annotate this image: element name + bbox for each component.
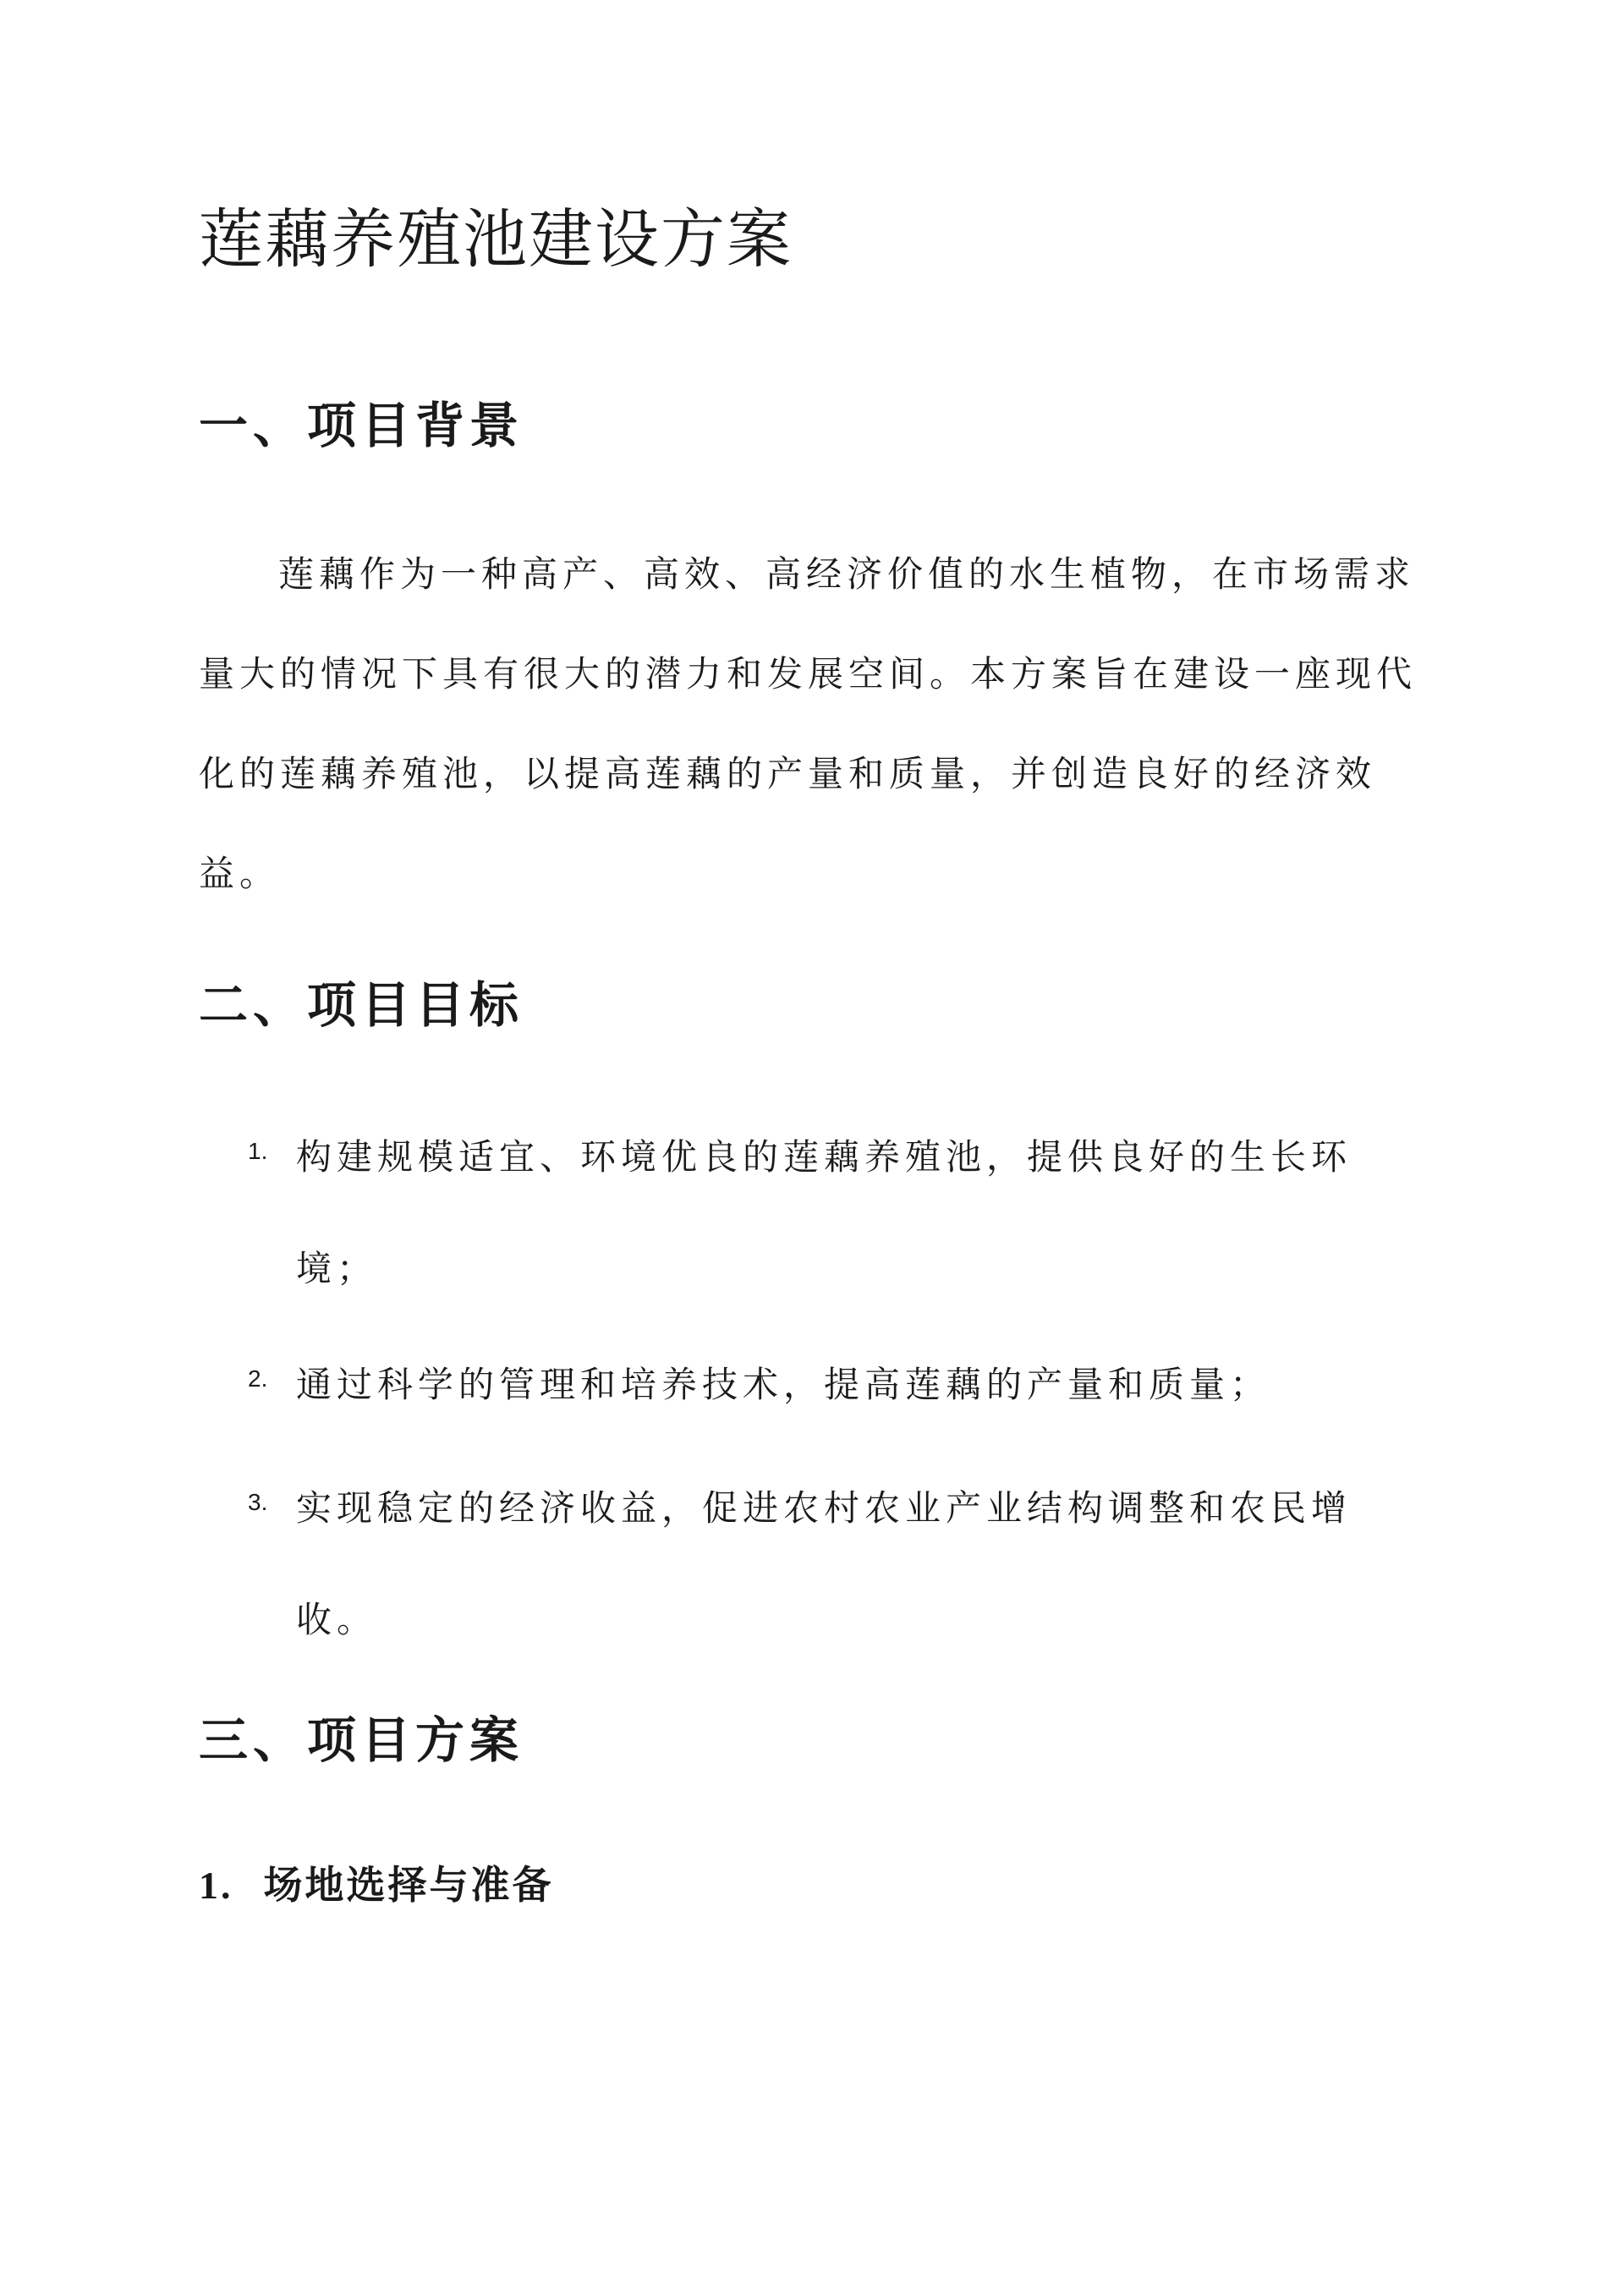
list-item-number: 2. xyxy=(248,1365,268,1392)
background-paragraph: 莲藕作为一种高产、高效、高经济价值的水生植物，在市场需求量大的情况下具有很大的潜力和发展空间。本方案旨在建设一座现代化的莲藕养殖池，以提高莲藕的产量和质量，并创造良好的经济效益。 xyxy=(199,553,1418,894)
list-item-text: 构建规模适宜、环境优良的莲藕养殖池，提供良好的生长环境； xyxy=(296,1136,1352,1289)
subsection-number: 1. xyxy=(199,1864,233,1907)
list-item-number: 1. xyxy=(248,1138,268,1164)
section-heading-plan: 三、项目方案 xyxy=(199,1711,524,1769)
list-item-text: 实现稳定的经济收益，促进农村农业产业结构调整和农民增收。 xyxy=(296,1487,1352,1640)
document-title: 莲藕养殖池建设方案 xyxy=(199,201,793,277)
list-item-number: 3. xyxy=(248,1489,268,1515)
subsection-heading xyxy=(199,1858,554,1913)
list-item-text: 通过科学的管理和培养技术，提高莲藕的产量和质量； xyxy=(296,1364,1271,1405)
subsection-title: 场地选择与准备 xyxy=(263,1862,554,1908)
section-heading-background: 一、项目背景 xyxy=(199,397,524,454)
section-heading-goals: 二、项目目标 xyxy=(199,976,524,1034)
